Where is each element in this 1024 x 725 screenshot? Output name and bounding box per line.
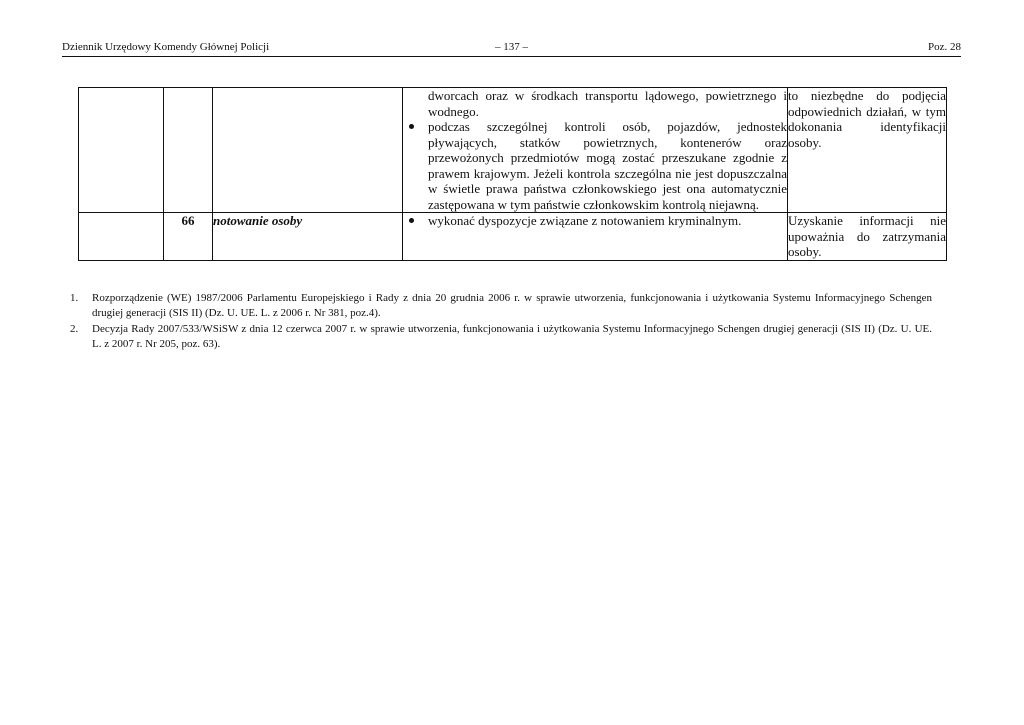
table-cell-empty <box>79 213 164 261</box>
action-text: podczas szczególnej kontroli osób, pojazdów, jednostek pływających, statków powietrznych, kontenerów oraz przewożonych przedmiotów mogą zostać przeszukane zgodnie z prawem krajowym. Jeżeli kontrola szczególna nie jest dopuszczalna w świetle prawa państwa członkowskiego jest ona automatycznie zastępowana w tym państwie członkowskim kontrolą niejawną. <box>428 119 787 212</box>
header-divider <box>62 56 961 57</box>
footnotes <box>70 291 932 353</box>
footnote <box>70 322 932 352</box>
table-row <box>79 213 947 261</box>
bullet-icon <box>409 124 414 129</box>
measure-name: notowanie osoby <box>213 213 403 261</box>
footnote-text: Decyzja Rady 2007/533/WSiSW z dnia 12 czerwca 2007 r. w sprawie utworzenia, funkcjonowania i użytkowania Systemu Informacyjnego Schengen drugiej generacji (SIS II) (Dz. U. UE. L. z 2007 r. Nr 205, poz. 63). <box>92 323 932 350</box>
footnote-number: 1. <box>70 292 79 304</box>
footnote-text: Rozporządzenie (WE) 1987/2006 Parlamentu Europejskiego i Rady z dnia 20 grudnia 2006 r. w sprawie utworzenia, funkcjonowania i użytkowania Systemu Informacyjnego Schengen drugiej generacji (SIS II) (Dz. U. UE. L. z 2006 r. Nr 381, poz.4). <box>92 292 932 319</box>
table-row <box>79 88 947 213</box>
remarks-cell: Uzyskanie informacji nie upoważnia do zatrzymania osoby. <box>788 213 946 259</box>
table-cell-empty <box>164 88 213 213</box>
action-text: wykonać dyspozycje związane z notowaniem kryminalnym. <box>428 213 742 228</box>
action-item <box>403 213 787 229</box>
position-number: Poz. 28 <box>928 41 961 53</box>
action-continuation: dworcach oraz w środkach transportu lądowego, powietrznego i wodnego. <box>428 88 787 119</box>
footnote-number: 2. <box>70 323 79 335</box>
remarks-cell: to niezbędne do podjęcia odpowiednich działań, w tym dokonania identyfikacji osoby. <box>788 88 947 213</box>
footnote <box>70 291 932 321</box>
table-cell-empty <box>213 88 403 213</box>
measure-number: 66 <box>164 213 213 261</box>
measures-table <box>78 87 947 261</box>
page-number: – 137 – <box>495 41 528 53</box>
action-item <box>403 119 787 212</box>
actions-cell <box>403 88 788 213</box>
page-header <box>62 40 961 54</box>
actions-cell <box>403 213 788 261</box>
bullet-icon <box>409 218 414 223</box>
table-cell-empty <box>79 88 164 213</box>
journal-title: Dziennik Urzędowy Komendy Głównej Policji <box>62 41 270 53</box>
